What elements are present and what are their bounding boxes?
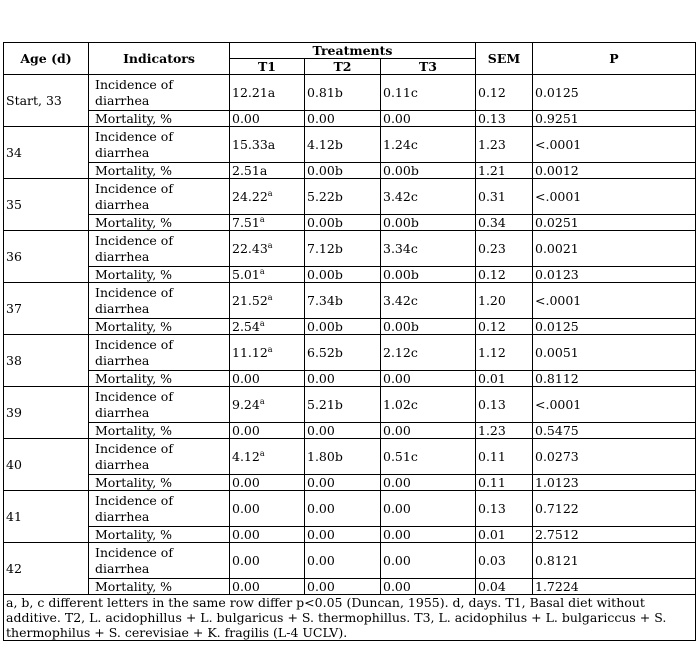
significance-letter: a <box>267 240 273 250</box>
value-cell: 0.51c <box>381 439 476 475</box>
value-cell: 3.42c <box>381 179 476 215</box>
value-cell: 0.00 <box>381 543 476 579</box>
table-row <box>4 579 696 595</box>
significance-letter: a <box>259 266 265 276</box>
header-age: Age (d) <box>4 43 89 75</box>
indicator-label: Mortality, % <box>89 163 230 179</box>
value-cell: 0.00 <box>381 423 476 439</box>
value-cell: 0.01 <box>476 371 533 387</box>
value-cell: 9.24$^a$ <box>230 387 305 423</box>
value-cell: 0.12 <box>476 319 533 335</box>
value-cell: 0.00 <box>381 371 476 387</box>
indicator-label: Mortality, % <box>89 423 230 439</box>
value-cell: 0.0021 <box>533 231 696 267</box>
indicator-label: Incidence of diarrhea <box>89 127 230 163</box>
value-cell: 0.00 <box>230 423 305 439</box>
value-cell: 0.00b <box>305 267 381 283</box>
value-cell: 0.12 <box>476 267 533 283</box>
value-cell: <.0001 <box>533 127 696 163</box>
value-cell: 0.00 <box>305 423 381 439</box>
value-cell: 0.00 <box>230 111 305 127</box>
value-cell: 0.00 <box>305 491 381 527</box>
indicator-label: Mortality, % <box>89 215 230 231</box>
indicator-label: Mortality, % <box>89 267 230 283</box>
age-cell: 36 <box>4 231 89 283</box>
value-cell: <.0001 <box>533 387 696 423</box>
table-row <box>4 231 696 267</box>
indicator-label: Incidence of diarrhea <box>89 231 230 267</box>
value-cell: 4.12$^a$ <box>230 439 305 475</box>
value-cell: 0.00 <box>381 527 476 543</box>
value-cell: 0.04 <box>476 579 533 595</box>
value-cell: 0.81b <box>305 75 381 111</box>
value-cell: 15.33a <box>230 127 305 163</box>
value-cell: 0.00b <box>305 319 381 335</box>
value-cell: 0.00 <box>305 527 381 543</box>
value-cell: 0.0012 <box>533 163 696 179</box>
value-cell: 0.12 <box>476 75 533 111</box>
value-cell: 5.22b <box>305 179 381 215</box>
value-cell: 0.00 <box>230 491 305 527</box>
value-cell: 2.7512 <box>533 527 696 543</box>
value-cell: 0.00 <box>381 491 476 527</box>
header-treatments: Treatments <box>230 43 476 59</box>
table-row <box>4 111 696 127</box>
value-cell: 2.54$^a$ <box>230 319 305 335</box>
age-cell: 34 <box>4 127 89 179</box>
value-cell: 0.00 <box>381 475 476 491</box>
value-cell: 0.00b <box>381 319 476 335</box>
value-cell: 0.03 <box>476 543 533 579</box>
value-cell: 0.23 <box>476 231 533 267</box>
indicator-label: Incidence of diarrhea <box>89 491 230 527</box>
value-cell: 0.00 <box>305 371 381 387</box>
table-row <box>4 283 696 319</box>
value-cell: 1.23 <box>476 423 533 439</box>
age-cell: 41 <box>4 491 89 543</box>
table-row <box>4 335 696 371</box>
indicator-label: Incidence of diarrhea <box>89 75 230 111</box>
results-table <box>3 42 696 641</box>
table-row <box>4 179 696 215</box>
table-row <box>4 439 696 475</box>
value-cell: 7.34b <box>305 283 381 319</box>
value-cell: 5.21b <box>305 387 381 423</box>
value-cell: 0.00 <box>305 475 381 491</box>
header-p: P <box>533 43 696 75</box>
value-cell: 6.52b <box>305 335 381 371</box>
value-cell: 1.80b <box>305 439 381 475</box>
indicator-label: Incidence of diarrhea <box>89 179 230 215</box>
indicator-label: Mortality, % <box>89 111 230 127</box>
value-cell: 7.12b <box>305 231 381 267</box>
age-cell: 35 <box>4 179 89 231</box>
table-row <box>4 371 696 387</box>
significance-letter: a <box>259 214 265 224</box>
value-cell: 3.42c <box>381 283 476 319</box>
value-cell: 0.5475 <box>533 423 696 439</box>
table-row <box>4 423 696 439</box>
value-cell: 0.8112 <box>533 371 696 387</box>
value-cell: 1.24c <box>381 127 476 163</box>
indicator-label: Mortality, % <box>89 371 230 387</box>
indicator-label: Incidence of diarrhea <box>89 543 230 579</box>
value-cell: 12.21a <box>230 75 305 111</box>
value-cell: 3.34c <box>381 231 476 267</box>
value-cell: 0.9251 <box>533 111 696 127</box>
table-row <box>4 75 696 111</box>
value-cell: 0.0251 <box>533 215 696 231</box>
significance-letter: a <box>259 396 265 406</box>
value-cell: 0.00 <box>230 475 305 491</box>
value-cell: 0.00 <box>381 579 476 595</box>
value-cell: 0.34 <box>476 215 533 231</box>
table-row <box>4 527 696 543</box>
value-cell: 0.00 <box>230 579 305 595</box>
significance-letter: a <box>267 292 273 302</box>
value-cell: 0.01 <box>476 527 533 543</box>
age-cell: 40 <box>4 439 89 491</box>
age-cell: Start, 33 <box>4 75 89 127</box>
value-cell: 0.00 <box>230 527 305 543</box>
value-cell: 1.21 <box>476 163 533 179</box>
table-row <box>4 319 696 335</box>
header-t2: T2 <box>305 59 381 75</box>
value-cell: 24.22$^a$ <box>230 179 305 215</box>
value-cell: 0.11 <box>476 439 533 475</box>
value-cell: 1.20 <box>476 283 533 319</box>
table-row <box>4 543 696 579</box>
value-cell: 5.01$^a$ <box>230 267 305 283</box>
value-cell: 0.00 <box>305 543 381 579</box>
indicator-label: Mortality, % <box>89 527 230 543</box>
age-cell: 37 <box>4 283 89 335</box>
significance-letter: a <box>267 188 273 198</box>
header-t1: T1 <box>230 59 305 75</box>
value-cell: 0.31 <box>476 179 533 215</box>
value-cell: 0.13 <box>476 387 533 423</box>
value-cell: 0.00 <box>305 579 381 595</box>
value-cell: 0.0125 <box>533 319 696 335</box>
value-cell: <.0001 <box>533 283 696 319</box>
value-cell: <.0001 <box>533 179 696 215</box>
indicator-label: Mortality, % <box>89 319 230 335</box>
table-row <box>4 127 696 163</box>
age-cell: 42 <box>4 543 89 595</box>
header-indicators: Indicators <box>89 43 230 75</box>
significance-letter: a <box>267 344 273 354</box>
indicator-label: Mortality, % <box>89 475 230 491</box>
table-footnote: a, b, c different letters in the same row differ p<0.05 (Duncan, 1955). d, days. T1, Basal diet without additive. T2, L. acidophillus + L. bulgaricus + S. thermophillus. T3, L. acidophilus + L. bulgariccus + S. thermophilus + S. cerevisiae + K. fragilis (L-4 UCLV). <box>4 595 696 641</box>
value-cell: 0.00b <box>381 267 476 283</box>
value-cell: 2.51a <box>230 163 305 179</box>
value-cell: 0.00b <box>381 163 476 179</box>
value-cell: 0.00b <box>381 215 476 231</box>
table-row <box>4 215 696 231</box>
age-cell: 39 <box>4 387 89 439</box>
header-t3: T3 <box>381 59 476 75</box>
indicator-label: Incidence of diarrhea <box>89 387 230 423</box>
value-cell: 0.00 <box>305 111 381 127</box>
significance-letter: a <box>259 318 265 328</box>
table-row <box>4 163 696 179</box>
age-cell: 38 <box>4 335 89 387</box>
value-cell: 0.0051 <box>533 335 696 371</box>
indicator-label: Incidence of diarrhea <box>89 335 230 371</box>
value-cell: 0.8121 <box>533 543 696 579</box>
indicator-label: Incidence of diarrhea <box>89 439 230 475</box>
value-cell: 0.00b <box>305 163 381 179</box>
value-cell: 0.11 <box>476 475 533 491</box>
value-cell: 0.11c <box>381 75 476 111</box>
table-body <box>4 75 696 595</box>
value-cell: 1.23 <box>476 127 533 163</box>
value-cell: 0.0125 <box>533 75 696 111</box>
header-sem: SEM <box>476 43 533 75</box>
value-cell: 22.43$^a$ <box>230 231 305 267</box>
table-row <box>4 267 696 283</box>
value-cell: 0.13 <box>476 491 533 527</box>
value-cell: 11.12$^a$ <box>230 335 305 371</box>
value-cell: 1.7224 <box>533 579 696 595</box>
value-cell: 1.02c <box>381 387 476 423</box>
indicator-label: Mortality, % <box>89 579 230 595</box>
table-row <box>4 475 696 491</box>
value-cell: 21.52$^a$ <box>230 283 305 319</box>
value-cell: 0.0273 <box>533 439 696 475</box>
value-cell: 2.12c <box>381 335 476 371</box>
value-cell: 4.12b <box>305 127 381 163</box>
value-cell: 0.00 <box>230 543 305 579</box>
value-cell: 7.51$^a$ <box>230 215 305 231</box>
significance-letter: a <box>259 448 265 458</box>
table-row <box>4 387 696 423</box>
value-cell: 0.7122 <box>533 491 696 527</box>
value-cell: 0.00 <box>230 371 305 387</box>
value-cell: 1.12 <box>476 335 533 371</box>
indicator-label: Incidence of diarrhea <box>89 283 230 319</box>
value-cell: 0.13 <box>476 111 533 127</box>
value-cell: 0.00 <box>381 111 476 127</box>
value-cell: 0.00b <box>305 215 381 231</box>
value-cell: 0.0123 <box>533 267 696 283</box>
table-row <box>4 491 696 527</box>
value-cell: 1.0123 <box>533 475 696 491</box>
